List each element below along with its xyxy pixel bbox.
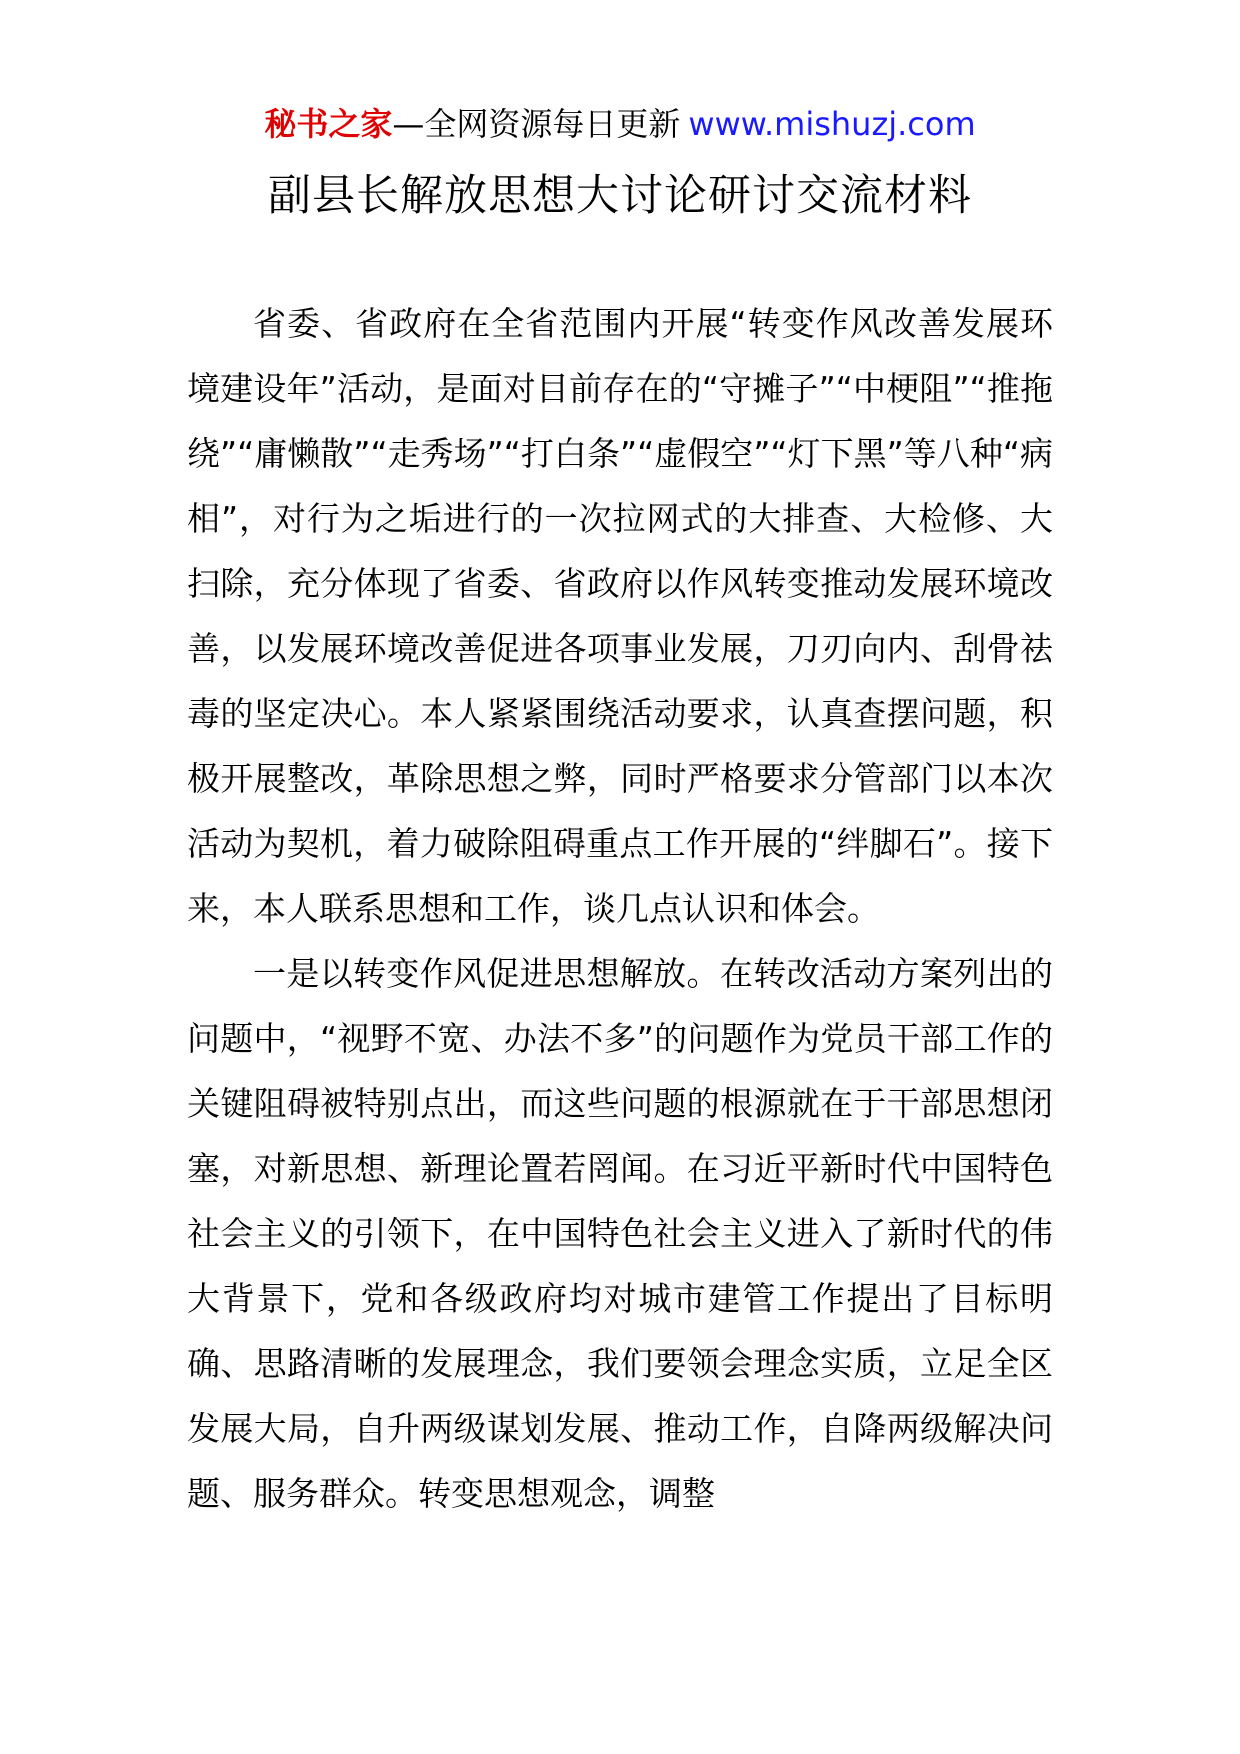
- site-slogan: 全网资源每日更新: [424, 105, 681, 143]
- paragraph: 省委、省政府在全省范围内开展“转变作风改善发展环境建设年”活动，是面对目前存在的“守摊子”“中梗阻”“推拖绕”“庸懒散”“走秀场”“打白条”“虚假空”“灯下黑”等八种“病相”，对行为之垢进行的一次拉网式的大排查、大检修、大扫除，充分体现了省委、省政府以作风转变推动发展环境改善，以发展环境改善促进各项事业发展，刀刃向内、刮骨祛毒的坚定决心。本人紧紧围绕活动要求，认真查摆问题，积极开展整改，革除思想之弊，同时严格要求分管部门以本次活动为契机，着力破除阻碍重点工作开展的“绊脚石”。接下来，本人联系思想和工作，谈几点认识和体会。: [187, 304, 1053, 928]
- document-body: [187, 291, 1053, 1526]
- site-url-link[interactable]: www.mishuzj.com: [688, 105, 976, 143]
- site-name: 秘书之家: [264, 105, 393, 143]
- site-header: [0, 100, 1240, 148]
- paragraph: 一是以转变作风促进思想解放。在转改活动方案列出的问题中，“视野不宽、办法不多”的问题作为党员干部工作的关键阻碍被特别点出，而这些问题的根源就在于干部思想闭塞，对新思想、新理论置若罔闻。在习近平新时代中国特色社会主义的引领下，在中国特色社会主义进入了新时代的伟大背景下，党和各级政府均对城市建管工作提出了目标明确、思路清晰的发展理念，我们要领会理念实质，立足全区发展大局，自升两级谋划发展、推动工作，自降两级解决问题、服务群众。转变思想观念，调整: [187, 954, 1053, 1513]
- document-title: 副县长解放思想大讨论研讨交流材料: [268, 171, 972, 221]
- header-dash: —: [392, 105, 425, 143]
